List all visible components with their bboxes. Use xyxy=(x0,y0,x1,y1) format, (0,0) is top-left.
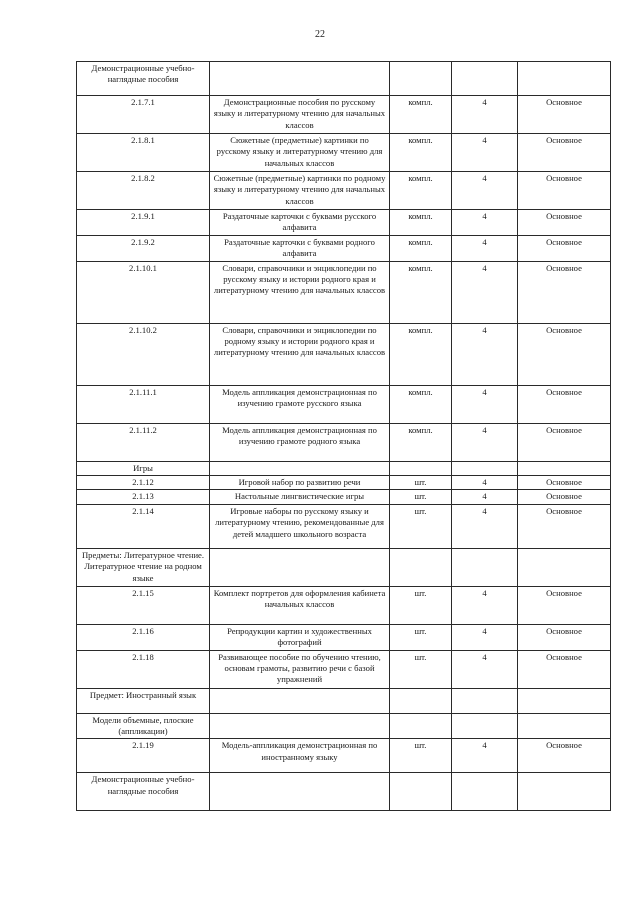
item-status: Основное xyxy=(518,490,611,504)
item-quantity: 4 xyxy=(452,210,518,236)
item-number: 2.1.12 xyxy=(77,476,210,490)
empty-cell xyxy=(390,773,452,811)
empty-cell xyxy=(518,773,611,811)
empty-cell xyxy=(390,461,452,475)
table-row xyxy=(77,235,611,261)
empty-cell xyxy=(452,62,518,96)
item-unit: компл. xyxy=(390,172,452,210)
table-row xyxy=(77,385,611,423)
empty-cell xyxy=(518,548,611,586)
item-name: Сюжетные (предметные) картинки по родному языку и литературному чтению для начальных классов xyxy=(210,172,390,210)
page-number: 22 xyxy=(315,29,325,40)
item-quantity: 4 xyxy=(452,490,518,504)
item-status: Основное xyxy=(518,134,611,172)
item-name: Игровой набор по развитию речи xyxy=(210,476,390,490)
item-unit: компл. xyxy=(390,134,452,172)
item-name: Модель аппликация демонстрационная по изучению грамоте русского языка xyxy=(210,385,390,423)
item-number: 2.1.11.1 xyxy=(77,385,210,423)
item-name: Раздаточные карточки с буквами родного алфавита xyxy=(210,235,390,261)
item-unit: шт. xyxy=(390,504,452,548)
section-title: Игры xyxy=(77,461,210,475)
empty-cell xyxy=(390,548,452,586)
item-name: Репродукции картин и художественных фотографий xyxy=(210,624,390,650)
equipment-table xyxy=(76,61,611,811)
empty-cell xyxy=(390,688,452,713)
item-status: Основное xyxy=(518,235,611,261)
table-row xyxy=(77,96,611,134)
item-number: 2.1.19 xyxy=(77,739,210,773)
empty-cell xyxy=(210,548,390,586)
empty-cell xyxy=(518,62,611,96)
item-name: Развивающее пособие по обучению чтению, основам грамоты, развитию речи с базой упражнений xyxy=(210,650,390,688)
item-status: Основное xyxy=(518,739,611,773)
table-row xyxy=(77,476,611,490)
section-row xyxy=(77,62,611,96)
item-name: Настольные лингвистические игры xyxy=(210,490,390,504)
item-unit: шт. xyxy=(390,476,452,490)
section-row xyxy=(77,688,611,713)
item-name: Игровые наборы по русскому языку и литературному чтению, рекомендованные для детей младшего школьного возраста xyxy=(210,504,390,548)
table-row xyxy=(77,134,611,172)
item-unit: компл. xyxy=(390,96,452,134)
item-number: 2.1.9.1 xyxy=(77,210,210,236)
section-title: Демонстрационные учебно-наглядные пособия xyxy=(77,773,210,811)
empty-cell xyxy=(210,62,390,96)
item-number: 2.1.13 xyxy=(77,490,210,504)
table-row xyxy=(77,490,611,504)
item-number: 2.1.10.1 xyxy=(77,261,210,323)
empty-cell xyxy=(518,461,611,475)
item-name: Модель аппликация демонстрационная по изучению грамоте родного языка xyxy=(210,423,390,461)
empty-cell xyxy=(452,461,518,475)
table-row xyxy=(77,650,611,688)
empty-cell xyxy=(452,713,518,739)
item-unit: компл. xyxy=(390,261,452,323)
item-quantity: 4 xyxy=(452,134,518,172)
item-unit: компл. xyxy=(390,423,452,461)
item-number: 2.1.15 xyxy=(77,586,210,624)
item-unit: компл. xyxy=(390,235,452,261)
item-name: Словари, справочники и энциклопедии по родному языку и истории родного края и литературному чтению для начальных классов xyxy=(210,323,390,385)
item-number: 2.1.8.1 xyxy=(77,134,210,172)
item-name: Модель-аппликация демонстрационная по иностранному языку xyxy=(210,739,390,773)
item-quantity: 4 xyxy=(452,323,518,385)
section-row xyxy=(77,713,611,739)
empty-cell xyxy=(210,461,390,475)
item-quantity: 4 xyxy=(452,235,518,261)
equipment-table-body xyxy=(77,62,611,811)
item-unit: компл. xyxy=(390,210,452,236)
section-row xyxy=(77,461,611,475)
item-quantity: 4 xyxy=(452,586,518,624)
item-quantity: 4 xyxy=(452,385,518,423)
item-number: 2.1.14 xyxy=(77,504,210,548)
item-unit: шт. xyxy=(390,739,452,773)
item-quantity: 4 xyxy=(452,261,518,323)
empty-cell xyxy=(452,688,518,713)
item-quantity: 4 xyxy=(452,739,518,773)
section-row xyxy=(77,548,611,586)
item-status: Основное xyxy=(518,172,611,210)
item-quantity: 4 xyxy=(452,96,518,134)
item-status: Основное xyxy=(518,504,611,548)
item-name: Сюжетные (предметные) картинки по русскому языку и литературному чтению для начальных классов xyxy=(210,134,390,172)
item-name: Раздаточные карточки с буквами русского алфавита xyxy=(210,210,390,236)
item-status: Основное xyxy=(518,385,611,423)
item-status: Основное xyxy=(518,650,611,688)
item-unit: шт. xyxy=(390,586,452,624)
table-row xyxy=(77,323,611,385)
section-title: Модели объемные, плоские (аппликации) xyxy=(77,713,210,739)
item-status: Основное xyxy=(518,586,611,624)
item-unit: шт. xyxy=(390,490,452,504)
item-number: 2.1.10.2 xyxy=(77,323,210,385)
item-name: Комплект портретов для оформления кабинета начальных классов xyxy=(210,586,390,624)
section-row xyxy=(77,773,611,811)
empty-cell xyxy=(518,688,611,713)
empty-cell xyxy=(390,62,452,96)
empty-cell xyxy=(210,773,390,811)
item-quantity: 4 xyxy=(452,650,518,688)
item-number: 2.1.18 xyxy=(77,650,210,688)
empty-cell xyxy=(390,713,452,739)
item-status: Основное xyxy=(518,323,611,385)
item-quantity: 4 xyxy=(452,504,518,548)
item-name: Демонстрационные пособия по русскому языку и литературному чтению для начальных классов xyxy=(210,96,390,134)
item-unit: компл. xyxy=(390,385,452,423)
section-title: Демонстрационные учебно-наглядные пособия xyxy=(77,62,210,96)
item-name: Словари, справочники и энциклопедии по русскому языку и истории родного края и литературному чтению для начальных классов xyxy=(210,261,390,323)
empty-cell xyxy=(210,688,390,713)
item-quantity: 4 xyxy=(452,476,518,490)
item-quantity: 4 xyxy=(452,423,518,461)
empty-cell xyxy=(518,713,611,739)
empty-cell xyxy=(210,713,390,739)
table-row xyxy=(77,172,611,210)
item-number: 2.1.9.2 xyxy=(77,235,210,261)
table-row xyxy=(77,261,611,323)
item-number: 2.1.7.1 xyxy=(77,96,210,134)
item-status: Основное xyxy=(518,261,611,323)
empty-cell xyxy=(452,773,518,811)
empty-cell xyxy=(452,548,518,586)
item-number: 2.1.16 xyxy=(77,624,210,650)
item-status: Основное xyxy=(518,476,611,490)
table-row xyxy=(77,739,611,773)
table-row xyxy=(77,586,611,624)
item-quantity: 4 xyxy=(452,172,518,210)
item-unit: шт. xyxy=(390,624,452,650)
table-row xyxy=(77,210,611,236)
table-row xyxy=(77,504,611,548)
table-row xyxy=(77,423,611,461)
item-status: Основное xyxy=(518,624,611,650)
section-title: Предмет: Иностранный язык xyxy=(77,688,210,713)
item-unit: компл. xyxy=(390,323,452,385)
item-quantity: 4 xyxy=(452,624,518,650)
item-status: Основное xyxy=(518,423,611,461)
section-title: Предметы: Литературное чтение. Литературное чтение на родном языке xyxy=(77,548,210,586)
item-status: Основное xyxy=(518,96,611,134)
item-number: 2.1.8.2 xyxy=(77,172,210,210)
item-number: 2.1.11.2 xyxy=(77,423,210,461)
item-status: Основное xyxy=(518,210,611,236)
table-row xyxy=(77,624,611,650)
item-unit: шт. xyxy=(390,650,452,688)
